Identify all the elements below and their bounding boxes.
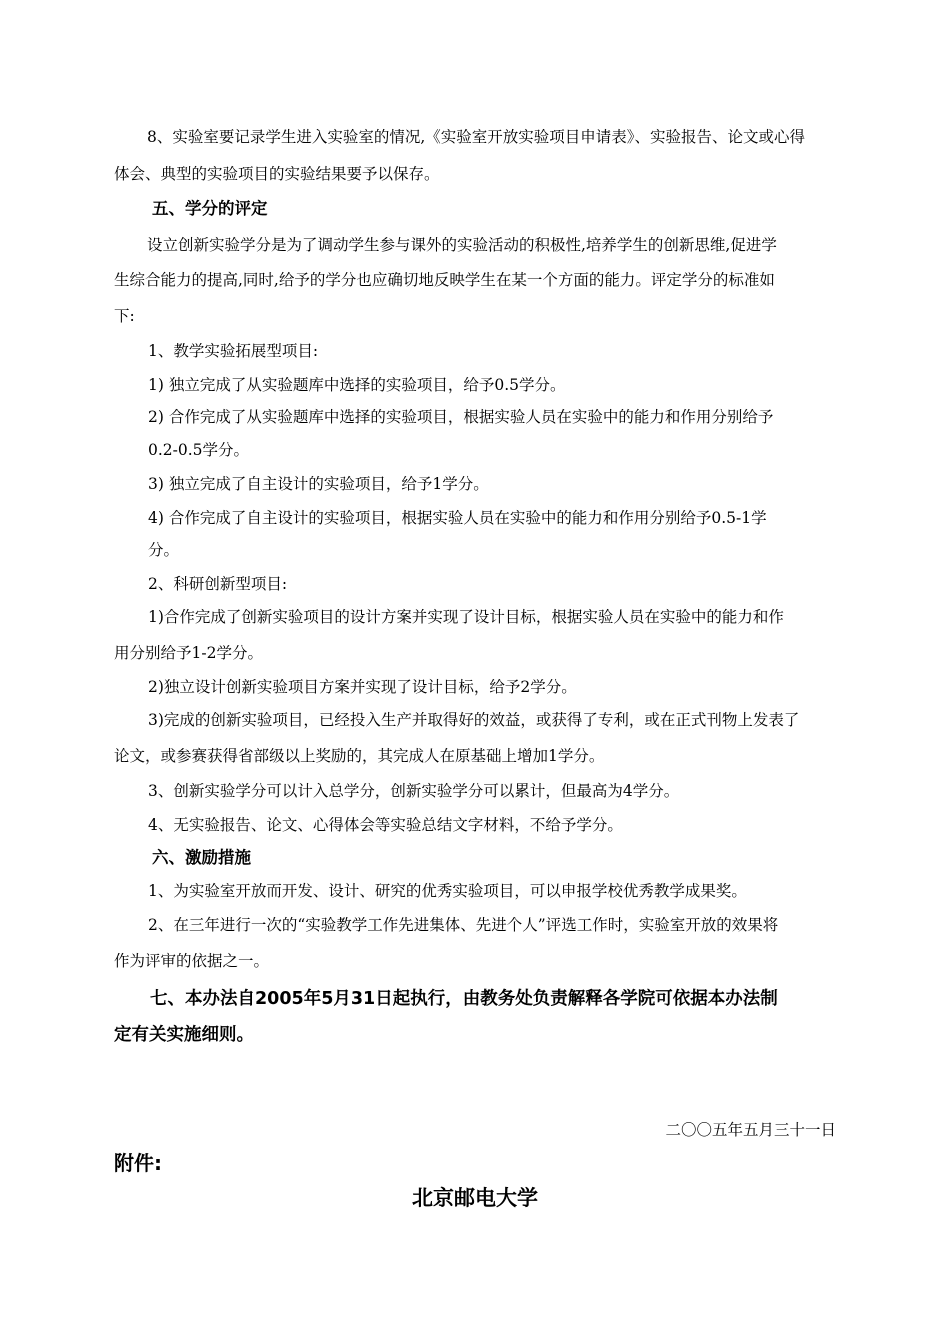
section-6-heading: 六、激励措施: [152, 848, 251, 867]
list-item-1: 1、教学实验拓展型项目:: [148, 342, 319, 360]
section-5-intro-line-1: 设立创新实验学分是为了调动学生参与课外的实验活动的积极性,培养学生的创新思维,促进学: [147, 236, 777, 254]
list-item-2-1-line-1: 1)合作完成了创新实验项目的设计方案并实现了设计目标，根据实验人员在实验中的能力和作: [148, 608, 784, 626]
list-item-3: 3、创新实验学分可以计入总学分，创新实验学分可以累计，但最高为4学分。: [148, 782, 680, 800]
section-5-heading: 五、学分的评定: [152, 199, 268, 218]
section-6-item-2-line-2: 作为评审的依据之一。: [114, 952, 270, 970]
list-item-1-2-line-1: 2) 合作完成了从实验题库中选择的实验项目，根据实验人员在实验中的能力和作用分别给予: [148, 408, 774, 426]
paragraph-8-line-1: 8、实验室要记录学生进入实验室的情况,《实验室开放实验项目申请表》、实验报告、论文或心得: [147, 128, 806, 146]
section-7-line-2: 定有关实施细则。: [114, 1025, 254, 1045]
document-date: 二〇〇五年五月三十一日: [665, 1121, 836, 1139]
attachment-label: 附件:: [114, 1151, 162, 1175]
list-item-1-3: 3) 独立完成了自主设计的实验项目，给予1学分。: [148, 475, 489, 493]
section-6-item-1: 1、为实验室开放而开发、设计、研究的优秀实验项目，可以申报学校优秀教学成果奖。: [148, 882, 747, 900]
list-item-2-3-line-2: 论文，或参赛获得省部级以上奖励的，其完成人在原基础上增加1学分。: [114, 747, 605, 765]
list-item-1-4-line-2: 分。: [148, 541, 180, 559]
list-item-1-1: 1) 独立完成了从实验题库中选择的实验项目，给予0.5学分。: [148, 376, 566, 394]
list-item-2-1-line-2: 用分别给予1-2学分。: [114, 644, 263, 662]
list-item-2-2: 2)独立设计创新实验项目方案并实现了设计目标，给予2学分。: [148, 678, 577, 696]
list-item-2-3-line-1: 3)完成的创新实验项目，已经投入生产并取得好的效益，或获得了专利，或在正式刊物上发表了: [148, 711, 800, 729]
university-title: 北京邮电大学: [412, 1186, 538, 1210]
section-7-line-1: 七、本办法自2005年5月31日起执行，由教务处负责解释各学院可依据本办法制: [150, 989, 778, 1009]
list-item-1-2-line-2: 0.2-0.5学分。: [148, 441, 250, 459]
list-item-2: 2、科研创新型项目:: [148, 575, 288, 593]
list-item-1-4-line-1: 4) 合作完成了自主设计的实验项目，根据实验人员在实验中的能力和作用分别给予0.5-1学: [148, 509, 767, 527]
section-6-item-2-line-1: 2、在三年进行一次的“实验教学工作先进集体、先进个人”评选工作时，实验室开放的效果将: [148, 916, 779, 934]
paragraph-8-line-2: 体会、典型的实验项目的实验结果要予以保存。: [114, 165, 440, 183]
section-5-intro-line-2: 生综合能力的提高,同时,给予的学分也应确切地反映学生在某一个方面的能力。评定学分的标准如: [114, 271, 775, 289]
section-5-intro-line-3: 下:: [114, 307, 135, 325]
list-item-4: 4、无实验报告、论文、心得体会等实验总结文字材料，不给予学分。: [148, 816, 623, 834]
